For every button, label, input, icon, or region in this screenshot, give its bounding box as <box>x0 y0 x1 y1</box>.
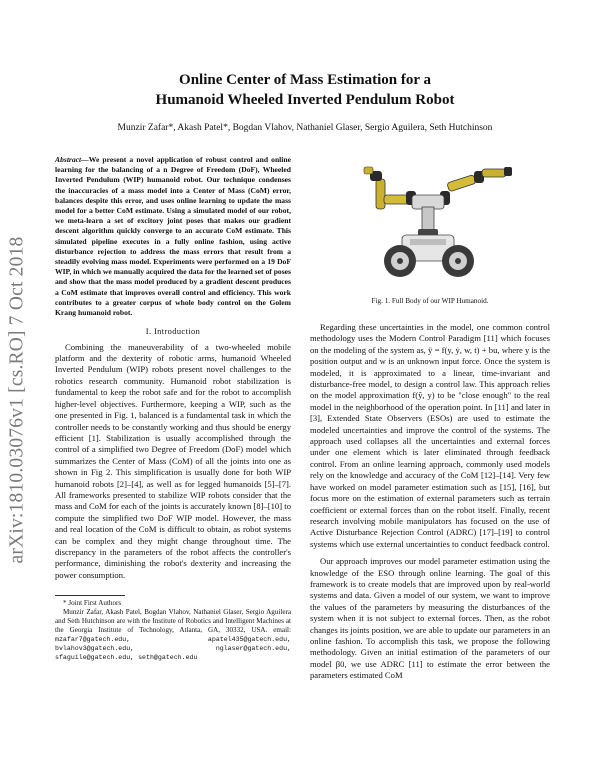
right-arm <box>440 167 512 205</box>
footnote-affiliation-text: Munzir Zafar, Akash Patel, Bogdan Vlahov, Nathaniel Glaser, Sergio Aguilera and Seth Hutchinson are with the Institute of Robotics and Intelligent Machines at the Georgia Institute of Technology, Atlanta, GA, 30332, USA. email: <box>55 608 291 635</box>
left-column <box>55 155 291 662</box>
footnote <box>55 599 291 662</box>
right-paragraph-1: Regarding these uncertainties in the model, one common control methodology uses the Modern Control Paradigm [11] which focuses on the modeling of the system as, ÿ = f(y, ẏ, w, t) + bu, where y is the position output and w is an unknown input force. Once the system is modeled, it is approximated to a linear, time-invariant and disturbance-free model, to design a control law. This approach relies on the model approximation f(ŷ, y) to be "close enough" to the real model in the neighborhood of the operation point. In [11] and later in [3], Extended State Observers (ESOs) are used to estimate the modeled uncertainties and improve the control of the systems. The approach used collapses all the uncertainties and external forces under one element which is later eliminated through feedback control. From an online learning approach, commonly used models rely on the knowledge and accuracy of the CoM [12]–[14]. Very few have worked on model parameter estimation such as [15], [16], but focus more on the estimation of external parameters such as terrain coefficient or external forces than on the robot itself. Finally, recent research involving mobile manipulators has focused on the use of Active Disturbance Rejection Control (ADRC) [17]–[19] to control systems which use external uncertainties to conduct feedback control. <box>310 322 550 549</box>
footnote-affiliation <box>55 608 291 662</box>
abstract-text: —We present a novel application of robust control and online learning for the balancing of a n Degree of Freedom (DoF), Wheeled Inverted Pendulum (WIP) humanoid robot. Our technique condenses the inaccuracies of a mass model into a Center of Mass (CoM) error, balances despite this error, and uses online learning to update the mass model for a better CoM estimate. Using a simulated model of our robot, we meta-learn a set of excitory joint poses that makes our gradient descent algorithm quickly converge to an accurate CoM estimate. This simulated pipeline executes in a fully online fashion, using active disturbance rejection to address the mass errors that result from a steadily evolving mass model. Experiments were performed on a 19 DoF WIP, in which we manually acquired the data for the learned set of poses and show that the mass model produced by a gradient descent produces a CoM estimate that improves overall control and efficiency. This work contributes to a greater corpus of whole body control on the Golem Krang humanoid robot. <box>55 155 291 318</box>
footnote-joint-authors: * Joint First Authors <box>63 599 122 608</box>
torso <box>412 195 444 237</box>
arxiv-stamp <box>4 190 30 610</box>
figure-caption: Fig. 1. Full Body of our WIP Humanoid. <box>371 297 489 305</box>
abstract-lead: Abstract <box>55 155 82 164</box>
footnote-emails: mzafar7@gatech.edu, apatel435@gatech.edu, bvlahov3@gatech.edu, nglaser@gatech.edu, sfaguile@gatech.edu, seth@gatech.edu <box>55 636 291 662</box>
arxiv-identifier: arXiv:1810.03076v1 [cs.RO] 7 Oct 2018 <box>6 236 28 564</box>
right-column <box>310 322 550 682</box>
title-line-2: Humanoid Wheeled Inverted Pendulum Robot <box>155 92 455 108</box>
footnote-rule <box>55 595 125 596</box>
introduction-paragraph: Combining the maneuverability of a two-wheeled mobile platform and the dexterity of robotic arms, humanoid Wheeled Inverted Pendulum (WIP) robots present novel challenges to the robotics research community. Humanoid robot stabilization is fundamental to keep the robot safe and for the robot to accomplish higher-level objectives. Furthermore, keeping a WIP, such as the one presented in Fig. 1, balanced is a fundamental task in which the controller needs to be constantly working and thus should be energy efficient [1]. Stabilization is usually accomplished through the control of a simplified two Degree of Freedom (DoF) model which summarizes the Center of Mass (CoM) of all the joints into one as shown in Fig 2. This simplification is usually done for both WIP humanoid robots [2]–[4], as well as for legged humanoids [5]–[7]. All frameworks presented to stabilize WIP robots consider that the mass and CoM for each of the joints is accurately known [8]–[10] to compute the simplified two DoF WIP model. However, the mass and real location of the CoM is difficult to obtain, as robot systems can be complex and they might change throughout time. The discrepancy in the parameters of the robot affects the controller's performance, diminishing the robot's dexterity and increasing the power consumption. <box>55 341 291 580</box>
author-list: Munzir Zafar*, Akash Patel*, Bogdan Vlahov, Nathaniel Glaser, Sergio Aguilera, Seth Hutchinson <box>117 123 493 133</box>
right-paragraph-2: Our approach improves our model parameter estimation using the knowledge of the ESO through online learning. The goal of this framework is to create models that are improved upon by real-world systems and data. Given a model of our system, we want to improve the values of the parameters by measuring the disturbances of the system when it is not subject to external forces. Then, as the robot changes its joints position, we are able to update our parameters in an online fashion. To accomplish this task, we propose the following methodology. Given an initial estimation of the parameters of our model β0, we use ADRC [11] to estimate the error between the parameters estimated CoM <box>310 556 550 681</box>
wheeled-base <box>384 235 474 277</box>
robot-figure <box>340 165 520 285</box>
paper-title <box>60 70 550 110</box>
wip-humanoid-illustration <box>340 165 520 285</box>
title-line-1: Online Center of Mass Estimation for a <box>179 72 431 88</box>
left-arm <box>364 167 416 209</box>
abstract <box>55 155 291 318</box>
section-heading-introduction: I. Introduction <box>145 327 201 337</box>
